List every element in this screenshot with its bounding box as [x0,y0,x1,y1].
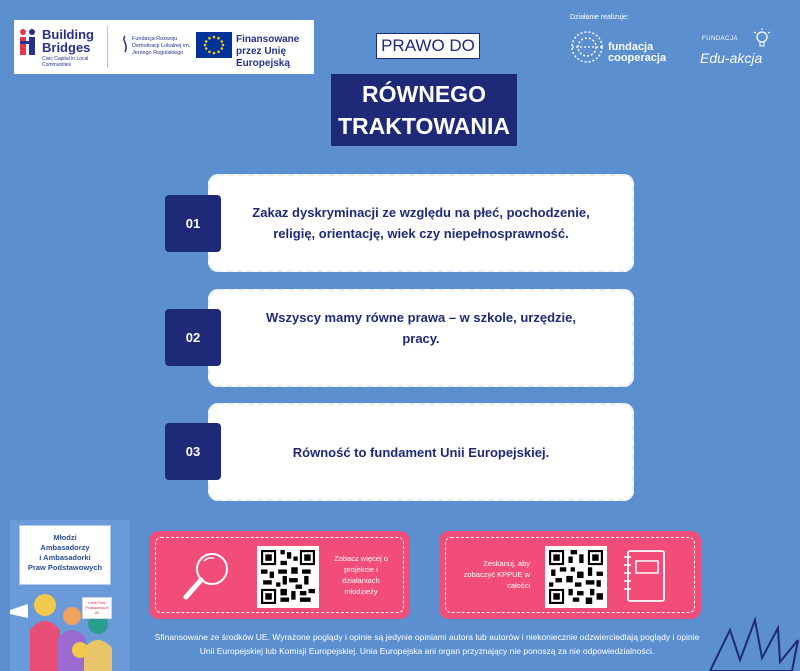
point-number-3: 03 [165,423,221,480]
building-bridges-logo [18,26,100,70]
point-text-2: Wszyscy mamy równe prawa – w szkole, urzędzie, pracy. [266,310,576,346]
magnifier-icon [176,547,236,607]
implemented-by-label: Działanie realizuje: [570,14,629,21]
eu-funding-text: Finansowane przez Unię Europejską [236,34,300,69]
point-number-1: 01 [165,195,221,252]
point-text-1: Zakaz dyskryminacji ze względu na płeć, pochodzenie, religię, orientację, wiek czy niepełnosprawność. [252,205,590,241]
point-text-3: Równość to fundament Unii Europejskiej. [292,444,550,460]
ambassadors-card: Młodzi Ambasadorzy i Ambasadorki Praw Podstawowych [19,525,111,585]
globe-icon [570,30,604,64]
ribbon-icon [120,34,130,54]
building-bridges-name: Building Bridges [42,27,94,55]
project-qr-code[interactable] [257,546,319,608]
charter-scan-text: Zeskanuj, aby zobaczyć KPPUE w całości [463,559,530,590]
logo-separator [107,26,108,68]
decorative-burst-icon [700,600,800,671]
eu-flag-icon [196,32,232,58]
people-bridge-icon [18,28,38,58]
lightbulb-icon [752,28,772,50]
building-bridges-tagline: Civic Capital in Local Communities [42,56,89,68]
page-title: RÓWNEGO TRAKTOWANIA [331,74,517,146]
edu-akcja-logo [700,28,780,72]
edu-akcja-small-text: FUNDACJA [702,36,739,42]
edu-akcja-name: Edu-akcja [700,50,763,66]
eu-disclaimer-footer: Sfinansowane ze środków UE. Wyrażone poglądy i opinie są jedynie opiniami autora lub autorów i niekoniecznie odzwierciedlają poglądy i opinie Unii Europejskiej lub Komisji Europejskiej. Unia Europejska ani organ przyznający nie ponoszą za nie odpowiedzialności. [154,632,700,656]
point-card-2 [208,289,634,387]
notebook-icon [622,547,668,605]
frdl-logo-text: Fundacja Rozwoju Demokracji Lokalnej im. Jerzego Regulskiego [132,36,191,56]
charter-qr-code[interactable] [545,546,607,608]
point-card-3 [208,403,634,501]
title-prefix: PRAWO DO [376,33,480,59]
project-info-text: Zobacz więcej o projekcie i działaniach młodzieży [334,554,388,596]
charter-sign: Karta Praw Podstawowych UE [82,597,112,619]
fundacja-cooperacja-logo [570,30,690,70]
point-number-2: 02 [165,309,221,366]
point-card-1 [208,174,634,272]
fundacja-cooperacja-name: fundacja cooperacja [608,41,667,64]
